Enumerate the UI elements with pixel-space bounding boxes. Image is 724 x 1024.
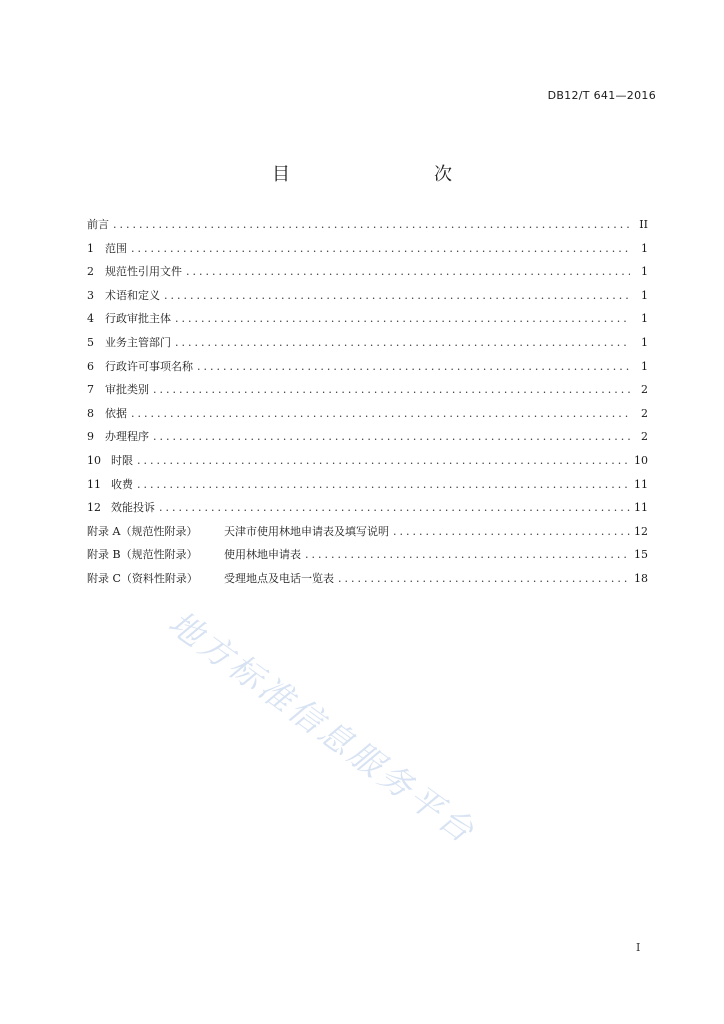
toc-entry-label: 收费 (111, 477, 133, 491)
toc-entry-label: 天津市使用林地申请表及填写说明 (224, 524, 389, 538)
toc-entry-number: 12 (87, 501, 101, 515)
toc-entry-page: 15 (634, 548, 648, 562)
toc-entry[interactable] (87, 358, 648, 382)
toc-leader-dots (175, 312, 630, 325)
watermark: 地方标准信息服务平台 (161, 602, 484, 852)
toc-entry[interactable] (87, 310, 648, 334)
toc-annex-prefix: 附录 B（规范性附录） (87, 548, 198, 562)
toc-leader-dots (393, 525, 630, 538)
toc-leader-dots (153, 430, 630, 443)
toc-entry-label: 业务主管部门 (105, 335, 171, 349)
toc-leader-dots (164, 289, 630, 302)
toc-leader-dots (137, 478, 630, 491)
toc-leader-dots (113, 218, 630, 231)
toc-entry-page: 2 (641, 406, 648, 420)
toc-entry-label: 依据 (105, 406, 127, 420)
toc-entry[interactable] (87, 263, 648, 287)
toc-entry-page: 1 (641, 265, 648, 279)
toc-entry-foreword[interactable] (87, 216, 648, 240)
toc-entry-number: 3 (87, 288, 94, 302)
toc-entry-label: 使用林地申请表 (224, 548, 301, 562)
toc-entry-number: 1 (87, 241, 94, 255)
toc-leader-dots (131, 407, 630, 420)
toc-entry-page: 18 (634, 571, 648, 585)
toc-entry[interactable] (87, 499, 648, 523)
toc-entry-page: 11 (634, 501, 648, 515)
toc-entry-page: 1 (641, 312, 648, 326)
toc-entry[interactable] (87, 240, 648, 264)
toc-entry-page: 2 (641, 430, 648, 444)
toc-annex-entry[interactable] (87, 523, 648, 547)
toc-leader-dots (175, 336, 630, 349)
toc-annex-prefix: 附录 A（规范性附录） (87, 524, 198, 538)
toc-entry[interactable] (87, 334, 648, 358)
toc-entry-number: 6 (87, 359, 94, 373)
toc-entry-number: 4 (87, 312, 94, 326)
toc-entry[interactable] (87, 405, 648, 429)
toc-entry-number: 7 (87, 383, 94, 397)
toc-entry-page: 2 (641, 383, 648, 397)
toc-entry-label: 前言 (87, 218, 109, 231)
toc-leader-dots (153, 383, 630, 396)
toc-entry-label: 行政审批主体 (105, 312, 171, 326)
toc-entry[interactable] (87, 287, 648, 311)
toc-entry-page: 1 (641, 241, 648, 255)
toc-leader-dots (338, 572, 630, 585)
toc-leader-dots (186, 265, 630, 278)
toc-entry-label: 办理程序 (105, 430, 149, 444)
toc-entry-number: 8 (87, 406, 94, 420)
toc-entry-page: 10 (634, 453, 648, 467)
toc-entry-label: 范围 (105, 241, 127, 255)
toc-entry-label: 效能投诉 (111, 501, 155, 515)
toc-entry-page: II (639, 218, 648, 231)
toc-leader-dots (197, 360, 630, 373)
document-code: DB12/T 641—2016 (547, 89, 656, 102)
table-of-contents (87, 216, 648, 594)
toc-entry-label: 行政许可事项名称 (105, 359, 193, 373)
toc-leader-dots (159, 501, 630, 514)
toc-entry-page: 12 (634, 524, 648, 538)
toc-entry-label: 规范性引用文件 (105, 265, 182, 279)
toc-entry[interactable] (87, 452, 648, 476)
toc-annex-prefix: 附录 C（资料性附录） (87, 571, 198, 585)
toc-entry-label: 术语和定义 (105, 288, 160, 302)
toc-entry[interactable] (87, 428, 648, 452)
toc-entry-number: 11 (87, 477, 101, 491)
toc-entry-number: 5 (87, 335, 94, 349)
toc-entry-page: 1 (641, 335, 648, 349)
toc-leader-dots (131, 242, 630, 255)
toc-entry-page: 1 (641, 359, 648, 373)
page-title: 目 次 (272, 164, 488, 185)
toc-entry-number: 9 (87, 430, 94, 444)
page-number: I (636, 941, 641, 954)
toc-entry-number: 10 (87, 453, 101, 467)
toc-entry-page: 1 (641, 288, 648, 302)
toc-entry-label: 时限 (111, 453, 133, 467)
toc-annex-entry[interactable] (87, 546, 648, 570)
toc-entry-page: 11 (634, 477, 648, 491)
toc-entry[interactable] (87, 381, 648, 405)
toc-entry-label: 审批类别 (105, 383, 149, 397)
toc-leader-dots (305, 548, 630, 561)
toc-leader-dots (137, 454, 630, 467)
toc-annex-entry[interactable] (87, 570, 648, 594)
toc-entry[interactable] (87, 476, 648, 500)
toc-entry-label: 受理地点及电话一览表 (224, 571, 334, 585)
toc-entry-number: 2 (87, 265, 94, 279)
